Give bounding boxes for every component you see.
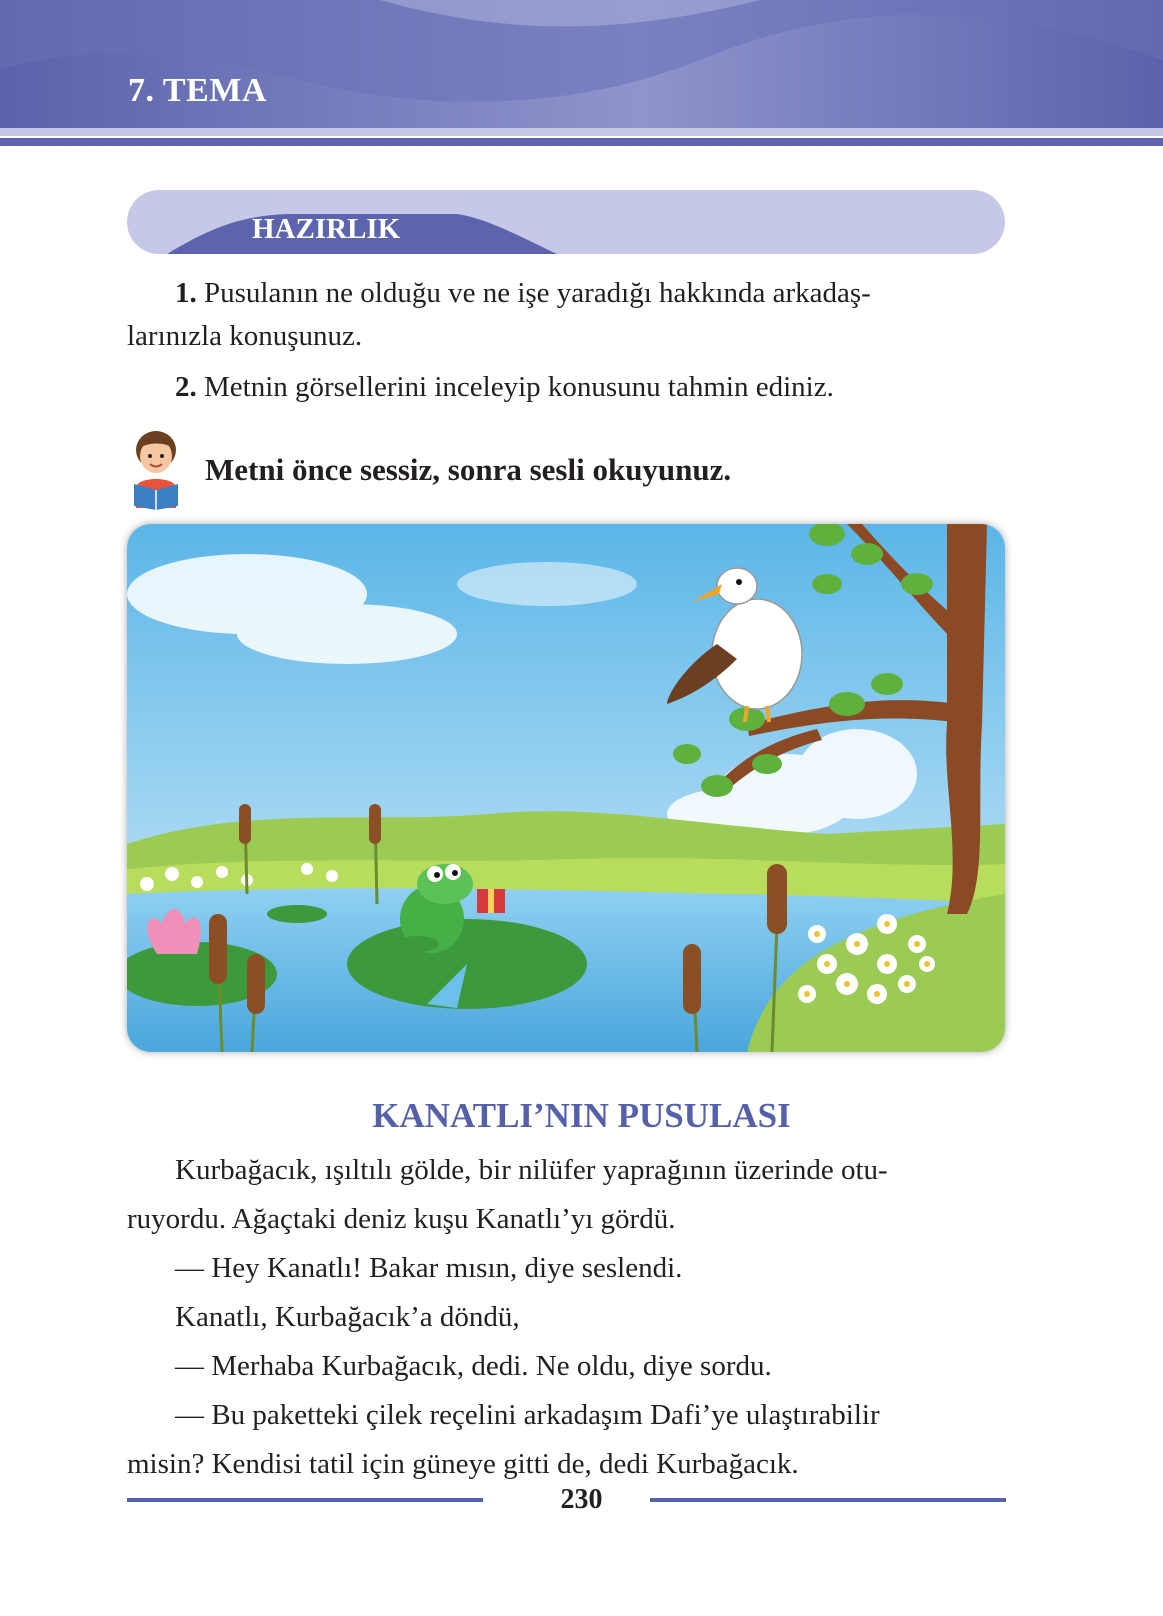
story-title: KANATLI’NIN PUSULASI xyxy=(372,1096,791,1135)
story-paragraph xyxy=(127,1391,1005,1489)
preparation-title: HAZIRLIK xyxy=(252,213,401,245)
question-text: Metnin görsellerini inceleyip konusunu tahmin ediniz. xyxy=(204,371,834,403)
page-number: 230 xyxy=(560,1484,603,1515)
story-line: Kanatlı, Kurbağacık’a döndü, xyxy=(175,1301,520,1333)
story-paragraph xyxy=(127,1342,1005,1391)
story-paragraph xyxy=(127,1146,1005,1244)
child-reading-book-icon xyxy=(128,428,184,510)
reading-instruction: Metni önce sessiz, sonra sesli okuyunuz. xyxy=(205,452,732,487)
question-1 xyxy=(127,272,1005,358)
story-text xyxy=(127,1146,1005,1489)
story-paragraph xyxy=(127,1244,1005,1293)
question-number: 2. xyxy=(175,371,197,403)
question-2 xyxy=(127,366,1005,409)
story-illustration xyxy=(127,524,1005,1052)
question-number: 1. xyxy=(175,277,197,309)
story-line: — Merhaba Kurbağacık, dedi. Ne oldu, diye sordu. xyxy=(175,1350,772,1382)
story-line: Kurbağacık, ışıltılı gölde, bir nilüfer yaprağının üzerinde otu- xyxy=(175,1154,888,1186)
story-line: — Hey Kanatlı! Bakar mısın, diye seslendi. xyxy=(175,1252,683,1284)
theme-label: 7. TEMA xyxy=(128,72,267,109)
story-line: misin? Kendisi tatil için güneye gitti de, dedi Kurbağacık. xyxy=(127,1448,799,1480)
story-line: ruyordu. Ağaçtaki deniz kuşu Kanatlı’yı gördü. xyxy=(127,1203,676,1235)
story-paragraph xyxy=(127,1293,1005,1342)
question-text-continued: larınızla konuşunuz. xyxy=(127,320,363,352)
question-text: Pusulanın ne olduğu ve ne işe yaradığı hakkında arkadaş- xyxy=(204,277,871,309)
story-line: — Bu paketteki çilek reçelini arkadaşım Dafi’ye ulaştırabilir xyxy=(175,1399,880,1431)
